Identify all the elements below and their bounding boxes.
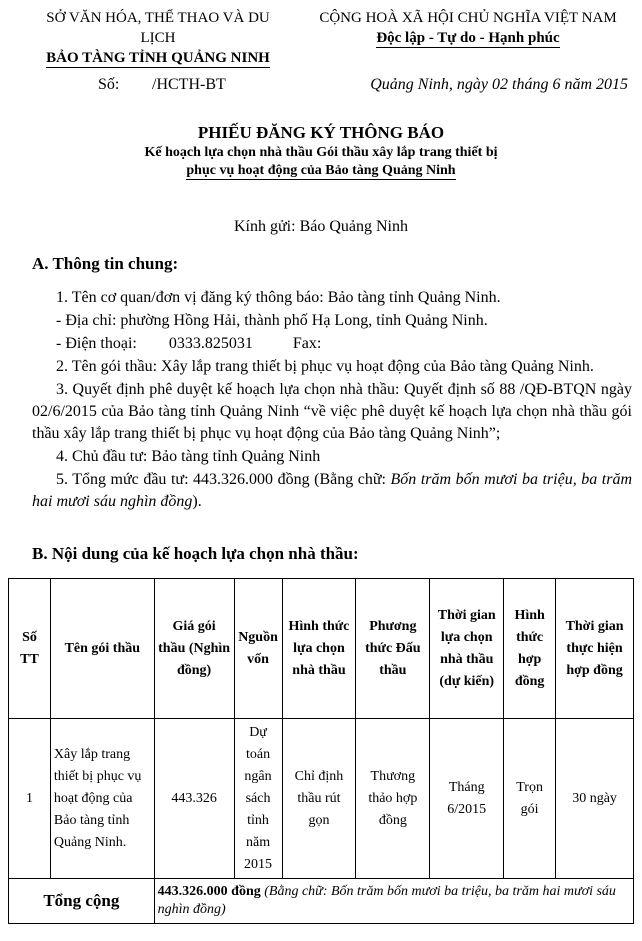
- header-cell: Nguồn vốn: [234, 579, 282, 719]
- investment-end: ).: [192, 493, 202, 510]
- number-label: Số:: [98, 76, 120, 93]
- paragraph-3: 3. Quyết định phê duyệt kế hoạch lựa chọn nhà thầu: Quyết định số 88 /QĐ-BTQN ngày 02/6/2015 của Bảo tàng tỉnh Quảng Ninh “về việc phê duyệt kế hoạch lựa chọn nhà thầu gói thầu xây lắp trang thiết bị phục vụ hoạt động của Bảo tàng Quảng Ninh”;: [32, 381, 632, 442]
- title-sub1: Kế hoạch lựa chọn nhà thầu Gói thầu xây lắp trang thiết bị: [144, 145, 498, 160]
- paragraph-4: 4. Chủ đầu tư: Bảo tàng tỉnh Quảng Ninh: [56, 448, 321, 465]
- title-main: PHIẾU ĐĂNG KÝ THÔNG BÁO: [197, 123, 445, 142]
- document-title: [0, 122, 642, 180]
- title-sub2: phục vụ hoạt động của Bảo tàng Quảng Ninh: [186, 163, 456, 178]
- plan-table: [8, 578, 634, 924]
- total-amount: 443.326.000 đồng: [157, 884, 261, 899]
- section-a-heading: A. Thông tin chung:: [32, 254, 179, 273]
- header-cell: Tên gói thầu: [50, 579, 154, 719]
- header-cell: Giá gói thầu (Nghìn đồng): [154, 579, 234, 719]
- national-motto: Độc lập - Tự do - Hạnh phúc: [376, 30, 560, 46]
- header-cell: Thời gian thực hiện hợp đồng: [556, 579, 634, 719]
- number-code: /HCTH-BT: [152, 76, 226, 93]
- investment-text: 5. Tổng mức đầu tư: 443.326.000 đồng (Bằng chữ:: [56, 471, 391, 488]
- table-cell: 443.326: [154, 719, 234, 879]
- table-cell: Tháng 6/2015: [430, 719, 504, 879]
- paragraph-2: 2. Tên gói thầu: Xây lắp trang thiết bị phục vụ hoạt động của Bảo tàng Quảng Ninh.: [56, 358, 594, 375]
- total-words: (Bằng chữ: Bốn trăm bốn mươi ba triệu, ba trăm hai mươi sáu nghìn đồng): [157, 884, 616, 917]
- document-number-line: [0, 76, 642, 98]
- table-header-row: [9, 579, 634, 719]
- header-cell: Số TT: [9, 579, 51, 719]
- section-b-heading: B. Nội dung của kế hoạch lựa chọn nhà thầu:: [32, 544, 359, 563]
- table-cell: Trọn gói: [504, 719, 556, 879]
- organization-block: [28, 8, 288, 68]
- table-row: [9, 719, 634, 879]
- paragraph-5: [32, 469, 632, 513]
- investment-words: Bốn trăm bốn mươi ba triệu, ba trăm hai mươi sáu nghìn đồng: [32, 471, 633, 510]
- greeting: Kính gửi: Báo Quảng Ninh: [234, 218, 408, 235]
- department-name: SỞ VĂN HÓA, THỂ THAO VÀ DU LỊCH: [46, 10, 270, 46]
- nation-block: [308, 8, 628, 48]
- document-header: [0, 8, 642, 66]
- header-cell: Hình thức hợp đồng: [504, 579, 556, 719]
- table-cell: Xây lắp trang thiết bị phục vụ hoạt động của Bảo tàng tỉnh Quảng Ninh.: [50, 719, 154, 879]
- paragraph-phone: - Điện thoại: 0333.825031 Fax:: [56, 335, 322, 352]
- header-cell: Hình thức lựa chọn nhà thầu: [282, 579, 356, 719]
- nation-name: CỘNG HOÀ XÃ HỘI CHỦ NGHĨA VIỆT NAM: [319, 10, 617, 26]
- table-cell: Thương thảo hợp đồng: [356, 719, 430, 879]
- header-cell: Thời gian lựa chọn nhà thầu (dự kiến): [430, 579, 504, 719]
- total-value: [154, 879, 633, 924]
- paragraph-1: 1. Tên cơ quan/đơn vị đăng ký thông báo: Bảo tàng tỉnh Quảng Ninh.: [56, 289, 501, 306]
- total-label: Tổng cộng: [9, 879, 155, 924]
- table-cell: 1: [9, 719, 51, 879]
- date-place: Quảng Ninh, ngày 02 tháng 6 năm 2015: [370, 76, 628, 93]
- section-a: [32, 253, 632, 514]
- table-total-row: [9, 879, 634, 924]
- paragraph-address: - Địa chỉ: phường Hồng Hải, thành phố Hạ Long, tỉnh Quảng Ninh.: [56, 312, 488, 329]
- header-cell: Phương thức Đấu thầu: [356, 579, 430, 719]
- museum-name: BẢO TÀNG TỈNH QUẢNG NINH: [46, 50, 270, 66]
- table-cell: Dự toán ngân sách tỉnh năm 2015: [234, 719, 282, 879]
- table-cell: 30 ngày: [556, 719, 634, 879]
- table-cell: Chỉ định thầu rút gọn: [282, 719, 356, 879]
